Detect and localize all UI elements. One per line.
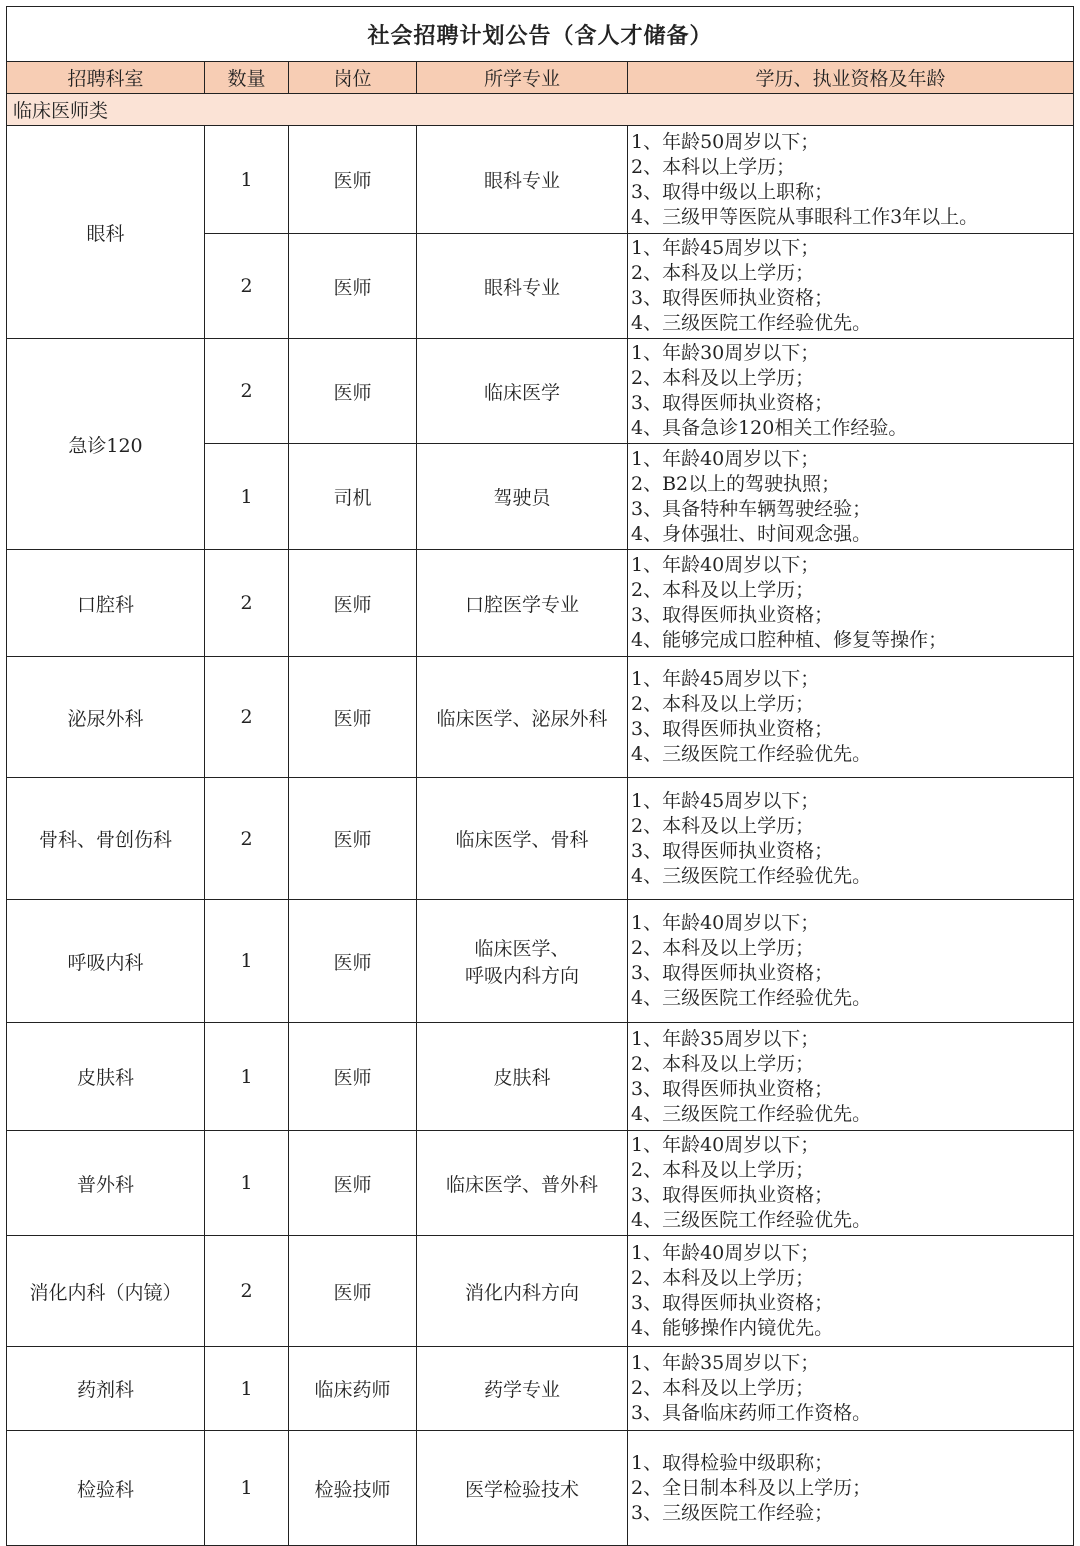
department-cell: 皮肤科 <box>7 1023 205 1131</box>
post-cell: 司机 <box>289 444 417 550</box>
major-cell: 皮肤科 <box>417 1023 628 1131</box>
count-cell: 1 <box>205 444 289 550</box>
post-cell: 医师 <box>289 126 417 234</box>
requirement-line: 4、能够操作内镜优先。 <box>631 1317 834 1339</box>
post-cell: 医师 <box>289 234 417 339</box>
table-row <box>7 1023 1074 1131</box>
requirement-line: 1、年龄45周岁以下； <box>631 668 820 690</box>
requirement-line: 3、取得医师执业资格； <box>631 1292 834 1314</box>
department-cell: 口腔科 <box>7 550 205 657</box>
count-cell: 2 <box>205 1236 289 1347</box>
major-cell: 眼科专业 <box>417 126 628 234</box>
requirement-line: 1、年龄30周岁以下； <box>631 342 820 364</box>
requirement-line: 3、取得医师执业资格； <box>631 1184 834 1206</box>
requirement-line: 4、三级医院工作经验优先。 <box>631 1209 872 1231</box>
requirement-line: 1、年龄40周岁以下； <box>631 447 820 470</box>
requirement-line: 3、取得医师执业资格； <box>631 962 834 984</box>
requirements-cell <box>628 550 1074 657</box>
requirement-line: 1、年龄40周岁以下； <box>631 1134 820 1156</box>
major-cell: 药学专业 <box>417 1347 628 1431</box>
requirement-line: 4、三级医院工作经验优先。 <box>631 312 872 334</box>
requirements-cell <box>628 126 1074 234</box>
count-cell: 1 <box>205 1347 289 1431</box>
requirement-line: 3、取得医师执业资格； <box>631 392 834 414</box>
header-major: 所学专业 <box>417 62 628 94</box>
requirement-line: 2、本科及以上学历； <box>631 367 815 389</box>
requirements-cell <box>628 778 1074 900</box>
major-cell: 口腔医学专业 <box>417 550 628 657</box>
requirement-line: 4、三级医院工作经验优先。 <box>631 743 872 765</box>
table-row <box>7 778 1074 900</box>
post-cell: 医师 <box>289 1236 417 1347</box>
post-cell: 医师 <box>289 778 417 900</box>
page-title: 社会招聘计划公告（含人才储备） <box>7 7 1074 62</box>
requirement-line: 2、本科及以上学历； <box>631 1267 815 1289</box>
header-requirements: 学历、执业资格及年龄 <box>628 62 1074 94</box>
table-row <box>7 339 1074 444</box>
requirements-cell <box>628 657 1074 778</box>
department-cell: 泌尿外科 <box>7 657 205 778</box>
major-cell: 临床医学、泌尿外科 <box>417 657 628 778</box>
requirement-line: 4、三级医院工作经验优先。 <box>631 987 872 1009</box>
department-cell: 呼吸内科 <box>7 900 205 1023</box>
requirements-cell <box>628 234 1074 339</box>
requirement-line: 4、三级医院工作经验优先。 <box>631 1102 872 1125</box>
requirements-cell <box>628 1347 1074 1431</box>
major-cell: 驾驶员 <box>417 444 628 550</box>
table-row <box>7 1236 1074 1347</box>
requirements-cell <box>628 1236 1074 1347</box>
department-cell: 骨科、骨创伤科 <box>7 778 205 900</box>
count-cell: 2 <box>205 550 289 657</box>
table-row <box>7 1347 1074 1431</box>
requirements-cell <box>628 900 1074 1023</box>
requirement-line: 3、取得医师执业资格； <box>631 604 834 626</box>
requirement-line: 4、能够完成口腔种植、修复等操作； <box>631 629 948 651</box>
post-cell: 医师 <box>289 657 417 778</box>
table-row <box>7 900 1074 1023</box>
table-row <box>7 126 1074 234</box>
requirement-line: 4、具备急诊120相关工作经验。 <box>631 417 908 439</box>
requirement-line: 3、取得医师执业资格； <box>631 287 834 309</box>
count-cell: 2 <box>205 234 289 339</box>
post-cell: 医师 <box>289 1023 417 1131</box>
requirement-line: 2、本科及以上学历； <box>631 693 815 715</box>
requirements-cell <box>628 339 1074 444</box>
table-body <box>7 126 1074 1546</box>
major-cell: 眼科专业 <box>417 234 628 339</box>
major-cell: 消化内科方向 <box>417 1236 628 1347</box>
table-row <box>7 1131 1074 1236</box>
major-cell: 临床医学 <box>417 339 628 444</box>
requirement-line: 2、本科及以上学历； <box>631 937 815 959</box>
requirement-line: 3、取得医师执业资格； <box>631 839 834 862</box>
count-cell: 1 <box>205 900 289 1023</box>
count-cell: 1 <box>205 1431 289 1546</box>
post-cell: 医师 <box>289 550 417 657</box>
requirement-line: 1、年龄40周岁以下； <box>631 912 820 934</box>
requirement-line: 1、年龄40周岁以下； <box>631 554 820 576</box>
requirement-line: 1、年龄35周岁以下； <box>631 1027 820 1050</box>
requirement-line: 2、本科及以上学历； <box>631 1052 815 1075</box>
requirement-line: 1、年龄40周岁以下； <box>631 1242 820 1264</box>
requirement-line: 1、取得检验中级职称； <box>631 1451 834 1474</box>
department-cell: 眼科 <box>7 126 205 339</box>
requirement-line: 4、身体强壮、时间观念强。 <box>631 522 872 545</box>
count-cell: 1 <box>205 126 289 234</box>
major-line: 临床医学、 <box>474 938 570 960</box>
requirement-line: 1、年龄45周岁以下； <box>631 237 820 259</box>
requirements-cell <box>628 1023 1074 1131</box>
requirement-line: 3、取得医师执业资格； <box>631 1077 834 1100</box>
count-cell: 2 <box>205 339 289 444</box>
requirement-line: 2、本科及以上学历； <box>631 1159 815 1181</box>
requirement-line: 1、年龄45周岁以下； <box>631 789 820 812</box>
major-cell: 医学检验技术 <box>417 1431 628 1546</box>
header-count: 数量 <box>205 62 289 94</box>
requirements-cell <box>628 444 1074 550</box>
category-row <box>7 94 1074 126</box>
department-cell: 急诊120 <box>7 339 205 550</box>
department-cell: 检验科 <box>7 1431 205 1546</box>
count-cell: 1 <box>205 1131 289 1236</box>
major-cell: 临床医学、普外科 <box>417 1131 628 1236</box>
requirement-line: 3、取得医师执业资格； <box>631 718 834 740</box>
department-cell: 普外科 <box>7 1131 205 1236</box>
department-cell: 消化内科（内镜） <box>7 1236 205 1347</box>
requirement-line: 2、本科及以上学历； <box>631 814 815 837</box>
table-row <box>7 657 1074 778</box>
requirement-line: 2、全日制本科及以上学历； <box>631 1476 872 1499</box>
requirement-line: 1、年龄35周岁以下； <box>631 1352 820 1374</box>
requirement-line: 2、本科及以上学历； <box>631 1377 815 1399</box>
post-cell: 医师 <box>289 900 417 1023</box>
major-cell <box>417 900 628 1023</box>
post-cell: 医师 <box>289 339 417 444</box>
header-post: 岗位 <box>289 62 417 94</box>
recruitment-table <box>6 6 1074 1546</box>
requirements-cell <box>628 1131 1074 1236</box>
requirement-line: 2、本科及以上学历； <box>631 262 815 284</box>
requirements-cell <box>628 1431 1074 1546</box>
post-cell: 医师 <box>289 1131 417 1236</box>
header-row <box>7 62 1074 94</box>
header-department: 招聘科室 <box>7 62 205 94</box>
requirement-line: 4、三级甲等医院从事眼科工作3年以上。 <box>631 205 979 228</box>
requirement-line: 2、B2以上的驾驶执照； <box>631 472 841 495</box>
major-cell: 临床医学、骨科 <box>417 778 628 900</box>
count-cell: 2 <box>205 778 289 900</box>
table-row <box>7 550 1074 657</box>
requirement-line: 4、三级医院工作经验优先。 <box>631 864 872 887</box>
requirement-line: 3、具备临床药师工作资格。 <box>631 1402 872 1424</box>
requirement-line: 2、本科及以上学历； <box>631 579 815 601</box>
department-cell: 药剂科 <box>7 1347 205 1431</box>
count-cell: 2 <box>205 657 289 778</box>
requirement-line: 2、本科以上学历； <box>631 155 796 178</box>
post-cell: 检验技师 <box>289 1431 417 1546</box>
recruitment-sheet <box>6 6 1073 1546</box>
requirement-line: 3、具备特种车辆驾驶经验； <box>631 497 872 520</box>
requirement-line: 3、三级医院工作经验； <box>631 1501 834 1524</box>
requirement-line: 1、年龄50周岁以下； <box>631 130 820 153</box>
major-line: 呼吸内科方向 <box>464 965 579 987</box>
post-cell: 临床药师 <box>289 1347 417 1431</box>
table-row <box>7 1431 1074 1546</box>
category-label: 临床医师类 <box>7 94 1074 126</box>
count-cell: 1 <box>205 1023 289 1131</box>
requirement-line: 3、取得中级以上职称； <box>631 180 834 203</box>
